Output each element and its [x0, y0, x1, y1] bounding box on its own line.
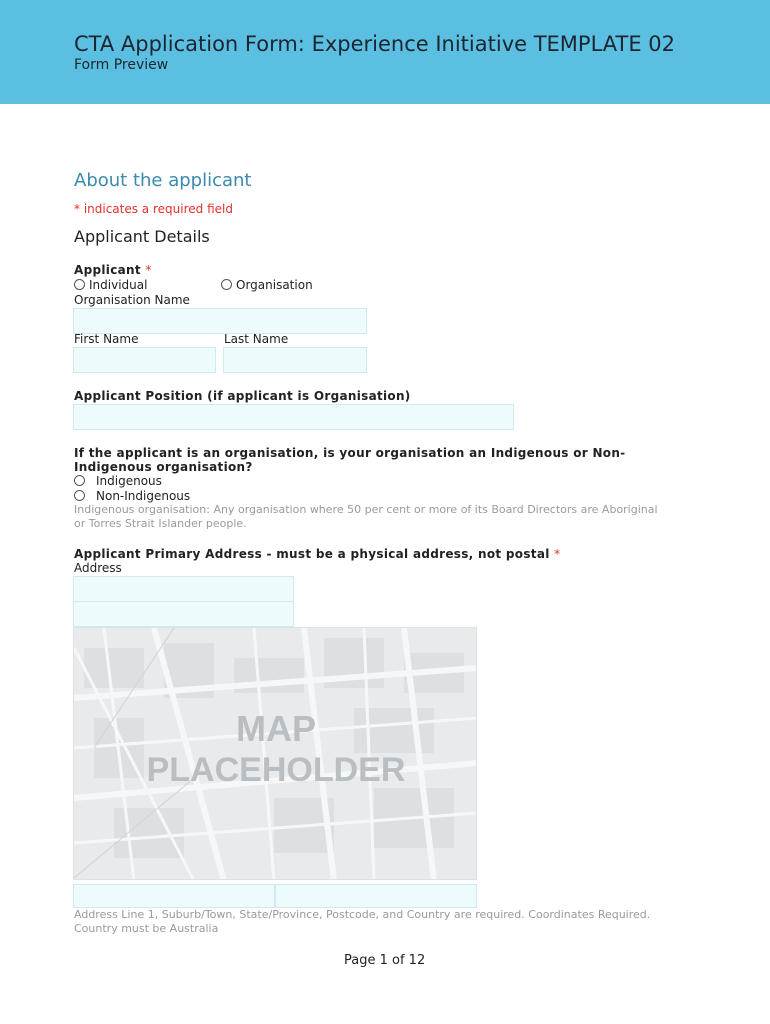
indigenous-hint: Indigenous organisation: Any organisation where 50 per cent or more of its Board Directors are Aboriginal or Torres Strait Islander people. [74, 503, 658, 530]
page-number: Page 1 of 12 [344, 953, 426, 968]
radio-non-indigenous[interactable] [74, 489, 190, 503]
last-name-input[interactable] [223, 347, 367, 373]
applicant-label [74, 263, 152, 277]
form-title: CTA Application Form: Experience Initiative TEMPLATE 02 [74, 32, 676, 56]
radio-circle-icon[interactable] [74, 490, 85, 501]
organisation-name-input[interactable] [73, 308, 367, 334]
first-name-input[interactable] [73, 347, 216, 373]
radio-individual-label: Individual [89, 278, 148, 292]
applicant-position-input[interactable] [73, 404, 514, 430]
radio-circle-icon[interactable] [221, 279, 232, 290]
radio-organisation-label: Organisation [236, 278, 313, 292]
address-label [74, 547, 560, 561]
radio-individual[interactable] [74, 278, 147, 292]
radio-non-indigenous-label: Non-Indigenous [96, 489, 191, 503]
applicant-label-text: Applicant [74, 263, 141, 277]
required-mark: * [145, 263, 152, 277]
longitude-input[interactable] [275, 884, 477, 908]
required-mark: * [554, 547, 561, 561]
section-title: About the applicant [74, 170, 252, 191]
radio-organisation[interactable] [221, 278, 313, 292]
form-subtitle: Form Preview [74, 57, 169, 73]
last-name-label: Last Name [224, 332, 289, 346]
address-line-2-input[interactable] [73, 601, 294, 627]
address-label-text: Applicant Primary Address - must be a physical address, not postal [74, 547, 550, 561]
organisation-name-label: Organisation Name [74, 293, 190, 307]
required-field-note: * indicates a required field [74, 202, 233, 216]
radio-circle-icon[interactable] [74, 279, 85, 290]
subsection-title: Applicant Details [74, 227, 210, 246]
map-placeholder-text-1: MAP [236, 708, 316, 749]
latitude-input[interactable] [73, 884, 275, 908]
map-placeholder[interactable] [73, 627, 477, 880]
radio-circle-icon[interactable] [74, 475, 85, 486]
applicant-position-label: Applicant Position (if applicant is Organisation) [74, 389, 411, 403]
address-line-1-input[interactable] [73, 576, 294, 602]
map-placeholder-text-2: PLACEHOLDER [146, 751, 406, 789]
address-sub-label: Address [74, 561, 122, 575]
indigenous-question-line1: If the applicant is an organisation, is your organisation an Indigenous or Non- [74, 446, 626, 460]
address-hint: Address Line 1, Suburb/Town, State/Province, Postcode, and Country are required. Coordinates Required. Country must be Australia [74, 908, 651, 935]
radio-indigenous-label: Indigenous [96, 474, 162, 488]
first-name-label: First Name [74, 332, 139, 346]
radio-indigenous[interactable] [74, 474, 162, 488]
indigenous-question-line2: Indigenous organisation? [74, 460, 253, 474]
form-header [0, 0, 770, 104]
